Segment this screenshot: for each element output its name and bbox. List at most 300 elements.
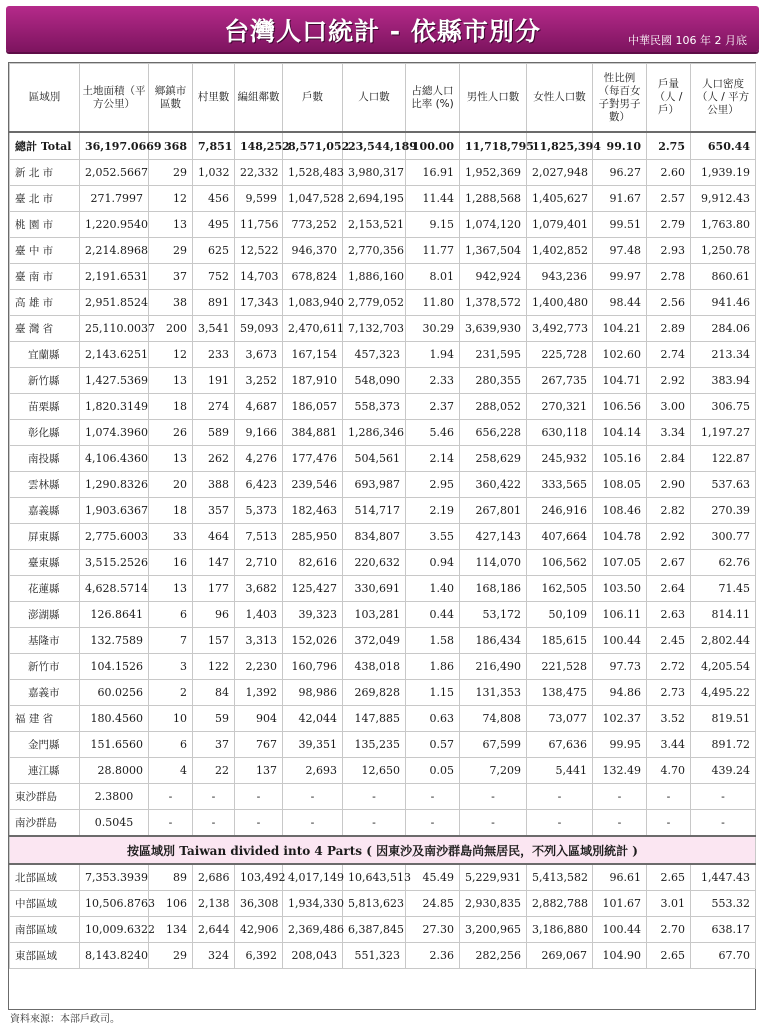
- table-cell: 106,562: [527, 550, 593, 576]
- region-name-cell: 嘉義縣: [10, 498, 80, 524]
- table-cell: 2,686: [193, 864, 235, 891]
- table-cell: 106.11: [593, 602, 647, 628]
- table-cell: 2.93: [647, 238, 691, 264]
- table-cell: 12,522: [235, 238, 283, 264]
- table-cell: -: [406, 784, 460, 810]
- table-cell: 1,197.27: [691, 420, 756, 446]
- region-name-cell: 金門縣: [10, 732, 80, 758]
- table-cell: 2.78: [647, 264, 691, 290]
- table-cell: 148,252: [235, 132, 283, 160]
- table-cell: 4,628.5714: [80, 576, 149, 602]
- table-cell: 3,200,965: [460, 917, 527, 943]
- table-cell: 0.05: [406, 758, 460, 784]
- table-cell: -: [593, 784, 647, 810]
- table-cell: 37: [193, 732, 235, 758]
- table-cell: -: [527, 784, 593, 810]
- table-cell: 2.75: [647, 132, 691, 160]
- table-cell: 157: [193, 628, 235, 654]
- table-cell: 2.36: [406, 943, 460, 969]
- table-cell: 98.44: [593, 290, 647, 316]
- region-name-cell: 屏東縣: [10, 524, 80, 550]
- column-header: 人口數: [343, 64, 406, 133]
- region-name-cell: 雲林縣: [10, 472, 80, 498]
- region-name-cell: 新 北 市: [10, 160, 80, 186]
- table-cell: 186,434: [460, 628, 527, 654]
- table-cell: 2.64: [647, 576, 691, 602]
- table-cell: 3,682: [235, 576, 283, 602]
- table-cell: 152,026: [283, 628, 343, 654]
- table-cell: 1,392: [235, 680, 283, 706]
- table-cell: 368: [149, 132, 193, 160]
- table-cell: 2.19: [406, 498, 460, 524]
- table-cell: 98,986: [283, 680, 343, 706]
- table-cell: 1,939.19: [691, 160, 756, 186]
- table-cell: 2,644: [193, 917, 235, 943]
- table-cell: 464: [193, 524, 235, 550]
- table-cell: -: [149, 784, 193, 810]
- table-cell: 8,571,052: [283, 132, 343, 160]
- table-cell: 1,079,401: [527, 212, 593, 238]
- table-cell: 89: [149, 864, 193, 891]
- table-cell: 8,143.8240: [80, 943, 149, 969]
- table-cell: 180.4560: [80, 706, 149, 732]
- table-cell: 37: [149, 264, 193, 290]
- table-cell: 221,528: [527, 654, 593, 680]
- table-cell: 300.77: [691, 524, 756, 550]
- table-cell: 1.58: [406, 628, 460, 654]
- table-cell: 12: [149, 342, 193, 368]
- table-cell: 67,636: [527, 732, 593, 758]
- table-row: [10, 446, 756, 472]
- table-cell: 1,367,504: [460, 238, 527, 264]
- table-cell: 13: [149, 368, 193, 394]
- table-cell: 388: [193, 472, 235, 498]
- table-cell: 2,694,195: [343, 186, 406, 212]
- table-cell: 13: [149, 576, 193, 602]
- table-cell: 860.61: [691, 264, 756, 290]
- table-cell: 97.73: [593, 654, 647, 680]
- table-cell: 558,373: [343, 394, 406, 420]
- table-cell: 5,413,582: [527, 864, 593, 891]
- table-cell: 2,153,521: [343, 212, 406, 238]
- table-cell: 1,402,852: [527, 238, 593, 264]
- table-cell: 514,717: [343, 498, 406, 524]
- region-name-cell: 臺 中 市: [10, 238, 80, 264]
- column-header: 土地面積（平方公里）: [80, 64, 149, 133]
- table-cell: 103.50: [593, 576, 647, 602]
- table-cell: 5,373: [235, 498, 283, 524]
- table-cell: 3,313: [235, 628, 283, 654]
- table-cell: 25,110.0037: [80, 316, 149, 342]
- table-cell: 12,650: [343, 758, 406, 784]
- table-cell: 36,197.0669: [80, 132, 149, 160]
- table-cell: 4.70: [647, 758, 691, 784]
- table-cell: 216,490: [460, 654, 527, 680]
- table-cell: 1,427.5369: [80, 368, 149, 394]
- table-row: [10, 186, 756, 212]
- table-cell: 269,828: [343, 680, 406, 706]
- table-cell: 29: [149, 160, 193, 186]
- table-cell: 7,209: [460, 758, 527, 784]
- table-cell: 100.44: [593, 917, 647, 943]
- table-cell: 1,220.9540: [80, 212, 149, 238]
- table-cell: 2,802.44: [691, 628, 756, 654]
- table-cell: 1,286,346: [343, 420, 406, 446]
- table-row: [10, 602, 756, 628]
- table-cell: 38: [149, 290, 193, 316]
- table-cell: 383.94: [691, 368, 756, 394]
- table-cell: 3.00: [647, 394, 691, 420]
- table-cell: 1,903.6367: [80, 498, 149, 524]
- table-cell: 284.06: [691, 316, 756, 342]
- table-cell: -: [193, 810, 235, 837]
- table-cell: 2,930,835: [460, 891, 527, 917]
- table-cell: 2.82: [647, 498, 691, 524]
- table-cell: 1.15: [406, 680, 460, 706]
- table-cell: 39,351: [283, 732, 343, 758]
- table-cell: 3,541: [193, 316, 235, 342]
- table-cell: 7,132,703: [343, 316, 406, 342]
- table-cell: 891: [193, 290, 235, 316]
- table-cell: 9,166: [235, 420, 283, 446]
- table-cell: 270.39: [691, 498, 756, 524]
- table-cell: -: [593, 810, 647, 837]
- table-cell: 11.44: [406, 186, 460, 212]
- report-date: 中華民國 106 年 2 月底: [628, 34, 747, 47]
- table-cell: 29: [149, 238, 193, 264]
- column-header: 女性人口數: [527, 64, 593, 133]
- table-cell: 138,475: [527, 680, 593, 706]
- table-cell: 45.49: [406, 864, 460, 891]
- table-cell: 693,987: [343, 472, 406, 498]
- table-cell: 2,882,788: [527, 891, 593, 917]
- table-cell: -: [647, 784, 691, 810]
- table-cell: 1.94: [406, 342, 460, 368]
- region-name-cell: 臺 北 市: [10, 186, 80, 212]
- table-row: [10, 810, 756, 837]
- table-cell: 267,735: [527, 368, 593, 394]
- table-cell: 9,912.43: [691, 186, 756, 212]
- table-cell: 548,090: [343, 368, 406, 394]
- table-cell: 100.00: [406, 132, 460, 160]
- table-cell: 3,639,930: [460, 316, 527, 342]
- table-cell: 18: [149, 498, 193, 524]
- table-cell: 132.7589: [80, 628, 149, 654]
- table-cell: 357: [193, 498, 235, 524]
- table-cell: 1,290.8326: [80, 472, 149, 498]
- table-cell: -: [460, 810, 527, 837]
- table-cell: 59: [193, 706, 235, 732]
- table-cell: 60.0256: [80, 680, 149, 706]
- table-cell: 330,691: [343, 576, 406, 602]
- table-cell: 42,044: [283, 706, 343, 732]
- region-name-cell: 宜蘭縣: [10, 342, 80, 368]
- table-cell: 638.17: [691, 917, 756, 943]
- table-cell: 942,924: [460, 264, 527, 290]
- table-cell: 0.57: [406, 732, 460, 758]
- table-cell: 752: [193, 264, 235, 290]
- region-name-cell: 東部區域: [10, 943, 80, 969]
- table-cell: 104.90: [593, 943, 647, 969]
- table-cell: 104.78: [593, 524, 647, 550]
- table-cell: 1,074,120: [460, 212, 527, 238]
- region-name-cell: 臺東縣: [10, 550, 80, 576]
- table-cell: 160,796: [283, 654, 343, 680]
- table-cell: 132.49: [593, 758, 647, 784]
- table-row: [10, 420, 756, 446]
- table-cell: 125,427: [283, 576, 343, 602]
- table-cell: 233: [193, 342, 235, 368]
- table-cell: 2.84: [647, 446, 691, 472]
- table-cell: 2.67: [647, 550, 691, 576]
- table-cell: 4,495.22: [691, 680, 756, 706]
- table-cell: 12: [149, 186, 193, 212]
- table-cell: 101.67: [593, 891, 647, 917]
- table-cell: 22: [193, 758, 235, 784]
- table-header-row: [10, 64, 756, 133]
- table-cell: 269,067: [527, 943, 593, 969]
- table-cell: -: [527, 810, 593, 837]
- table-cell: 306.75: [691, 394, 756, 420]
- table-cell: 834,807: [343, 524, 406, 550]
- region-name-cell: 南投縣: [10, 446, 80, 472]
- table-cell: 134: [149, 917, 193, 943]
- table-cell: 1,934,330: [283, 891, 343, 917]
- table-cell: 11,718,795: [460, 132, 527, 160]
- table-cell: 537.63: [691, 472, 756, 498]
- table-cell: 2.74: [647, 342, 691, 368]
- table-cell: -: [343, 810, 406, 837]
- table-cell: 11.77: [406, 238, 460, 264]
- table-cell: 6,392: [235, 943, 283, 969]
- region-name-cell: 花蓮縣: [10, 576, 80, 602]
- table-cell: 59,093: [235, 316, 283, 342]
- region-row: [10, 943, 756, 969]
- table-cell: 280,355: [460, 368, 527, 394]
- region-name-cell: 新竹縣: [10, 368, 80, 394]
- table-cell: 767: [235, 732, 283, 758]
- table-cell: 0.5045: [80, 810, 149, 837]
- table-cell: 4,276: [235, 446, 283, 472]
- table-body: [10, 132, 756, 969]
- table-cell: 773,252: [283, 212, 343, 238]
- table-cell: 187,910: [283, 368, 343, 394]
- table-cell: 553.32: [691, 891, 756, 917]
- table-cell: 208,043: [283, 943, 343, 969]
- region-name-cell: 苗栗縣: [10, 394, 80, 420]
- table-cell: 324: [193, 943, 235, 969]
- region-name-cell: 嘉義市: [10, 680, 80, 706]
- region-row: [10, 864, 756, 891]
- table-cell: 71.45: [691, 576, 756, 602]
- table-cell: 14,703: [235, 264, 283, 290]
- table-cell: 99.51: [593, 212, 647, 238]
- table-cell: 122: [193, 654, 235, 680]
- table-cell: 2.65: [647, 864, 691, 891]
- table-cell: 1,403: [235, 602, 283, 628]
- table-cell: 3,515.2526: [80, 550, 149, 576]
- table-cell: 4,205.54: [691, 654, 756, 680]
- table-cell: 36,308: [235, 891, 283, 917]
- table-cell: 186,057: [283, 394, 343, 420]
- table-cell: 2,951.8524: [80, 290, 149, 316]
- table-cell: 3: [149, 654, 193, 680]
- table-cell: 3.34: [647, 420, 691, 446]
- region-name-cell: 福 建 省: [10, 706, 80, 732]
- table-cell: 114,070: [460, 550, 527, 576]
- table-cell: 106.56: [593, 394, 647, 420]
- table-cell: 589: [193, 420, 235, 446]
- table-cell: 2,693: [283, 758, 343, 784]
- table-cell: -: [343, 784, 406, 810]
- table-cell: 239,546: [283, 472, 343, 498]
- table-row: [10, 576, 756, 602]
- table-cell: 106: [149, 891, 193, 917]
- table-cell: 941.46: [691, 290, 756, 316]
- table-cell: 4,017,149: [283, 864, 343, 891]
- table-cell: 18: [149, 394, 193, 420]
- table-cell: 946,370: [283, 238, 343, 264]
- table-cell: 2.95: [406, 472, 460, 498]
- table-cell: 135,235: [343, 732, 406, 758]
- region-name-cell: 北部區域: [10, 864, 80, 891]
- table-cell: 16: [149, 550, 193, 576]
- statistics-table-container: [8, 62, 756, 1010]
- title-banner: [6, 6, 759, 52]
- table-cell: 103,281: [343, 602, 406, 628]
- table-cell: -: [235, 784, 283, 810]
- table-row: [10, 758, 756, 784]
- table-cell: -: [460, 784, 527, 810]
- table-row: [10, 368, 756, 394]
- table-cell: 0.94: [406, 550, 460, 576]
- table-cell: 2,138: [193, 891, 235, 917]
- column-header: 性比例（每百女子對男子數）: [593, 64, 647, 133]
- region-row: [10, 891, 756, 917]
- table-cell: 407,664: [527, 524, 593, 550]
- section-header-row: [10, 836, 756, 864]
- table-cell: 2: [149, 680, 193, 706]
- table-cell: 246,916: [527, 498, 593, 524]
- column-header: 戶數: [283, 64, 343, 133]
- table-cell: 94.86: [593, 680, 647, 706]
- table-cell: 62.76: [691, 550, 756, 576]
- table-cell: 74,808: [460, 706, 527, 732]
- table-cell: 678,824: [283, 264, 343, 290]
- table-cell: -: [647, 810, 691, 837]
- table-cell: 2.72: [647, 654, 691, 680]
- table-cell: 3.52: [647, 706, 691, 732]
- table-cell: 108.05: [593, 472, 647, 498]
- table-cell: 2,214.8968: [80, 238, 149, 264]
- table-cell: 495: [193, 212, 235, 238]
- table-cell: 271.7997: [80, 186, 149, 212]
- table-cell: 625: [193, 238, 235, 264]
- region-name-cell: 總計 Total: [10, 132, 80, 160]
- table-cell: 2,775.6003: [80, 524, 149, 550]
- table-cell: 11,756: [235, 212, 283, 238]
- table-cell: 30.29: [406, 316, 460, 342]
- table-cell: 6,387,845: [343, 917, 406, 943]
- table-cell: -: [149, 810, 193, 837]
- table-cell: 99.97: [593, 264, 647, 290]
- table-cell: 67.70: [691, 943, 756, 969]
- table-cell: 245,932: [527, 446, 593, 472]
- table-cell: 3.44: [647, 732, 691, 758]
- table-cell: 96.61: [593, 864, 647, 891]
- table-row: [10, 394, 756, 420]
- table-cell: 943,236: [527, 264, 593, 290]
- region-name-cell: 高 雄 市: [10, 290, 80, 316]
- table-row: [10, 654, 756, 680]
- table-cell: 2,779,052: [343, 290, 406, 316]
- table-cell: 7,353.3939: [80, 864, 149, 891]
- table-cell: 2.60: [647, 160, 691, 186]
- table-cell: 819.51: [691, 706, 756, 732]
- table-cell: 5,441: [527, 758, 593, 784]
- table-cell: 2.89: [647, 316, 691, 342]
- table-cell: 151.6560: [80, 732, 149, 758]
- table-cell: 9.15: [406, 212, 460, 238]
- table-cell: 225,728: [527, 342, 593, 368]
- table-row: [10, 238, 756, 264]
- table-cell: 2.73: [647, 680, 691, 706]
- table-cell: 23,544,189: [343, 132, 406, 160]
- table-cell: 2,470,611: [283, 316, 343, 342]
- table-cell: 10,643,513: [343, 864, 406, 891]
- table-cell: 17,343: [235, 290, 283, 316]
- table-row: [10, 264, 756, 290]
- table-cell: 73,077: [527, 706, 593, 732]
- table-cell: 122.87: [691, 446, 756, 472]
- table-cell: 27.30: [406, 917, 460, 943]
- table-row: [10, 550, 756, 576]
- table-cell: 3,252: [235, 368, 283, 394]
- table-cell: 2.3800: [80, 784, 149, 810]
- table-row: [10, 524, 756, 550]
- table-cell: 3,980,317: [343, 160, 406, 186]
- table-cell: 10,009.6322: [80, 917, 149, 943]
- table-cell: 1,047,528: [283, 186, 343, 212]
- table-cell: 6: [149, 732, 193, 758]
- table-cell: 2,710: [235, 550, 283, 576]
- table-cell: 258,629: [460, 446, 527, 472]
- table-cell: -: [691, 810, 756, 837]
- table-cell: 2,369,486: [283, 917, 343, 943]
- region-name-cell: 澎湖縣: [10, 602, 80, 628]
- section-title: 按區域別 Taiwan divided into 4 Parts ( 因東沙及南沙群島尚無居民，不列入區域別統計 ): [10, 836, 756, 864]
- table-cell: 267,801: [460, 498, 527, 524]
- table-cell: 891.72: [691, 732, 756, 758]
- table-cell: 1,405,627: [527, 186, 593, 212]
- table-cell: -: [283, 810, 343, 837]
- table-cell: 5.46: [406, 420, 460, 446]
- table-cell: 1,528,483: [283, 160, 343, 186]
- region-name-cell: 南沙群島: [10, 810, 80, 837]
- table-cell: 99.95: [593, 732, 647, 758]
- table-cell: 7,851: [193, 132, 235, 160]
- region-name-cell: 彰化縣: [10, 420, 80, 446]
- page-title: 台灣人口統計 - 依縣市別分: [224, 17, 541, 46]
- table-cell: 91.67: [593, 186, 647, 212]
- table-cell: 102.37: [593, 706, 647, 732]
- region-name-cell: 臺 灣 省: [10, 316, 80, 342]
- table-cell: 96: [193, 602, 235, 628]
- table-cell: 2.92: [647, 368, 691, 394]
- table-cell: 1,288,568: [460, 186, 527, 212]
- table-cell: 2.63: [647, 602, 691, 628]
- column-header: 區域別: [10, 64, 80, 133]
